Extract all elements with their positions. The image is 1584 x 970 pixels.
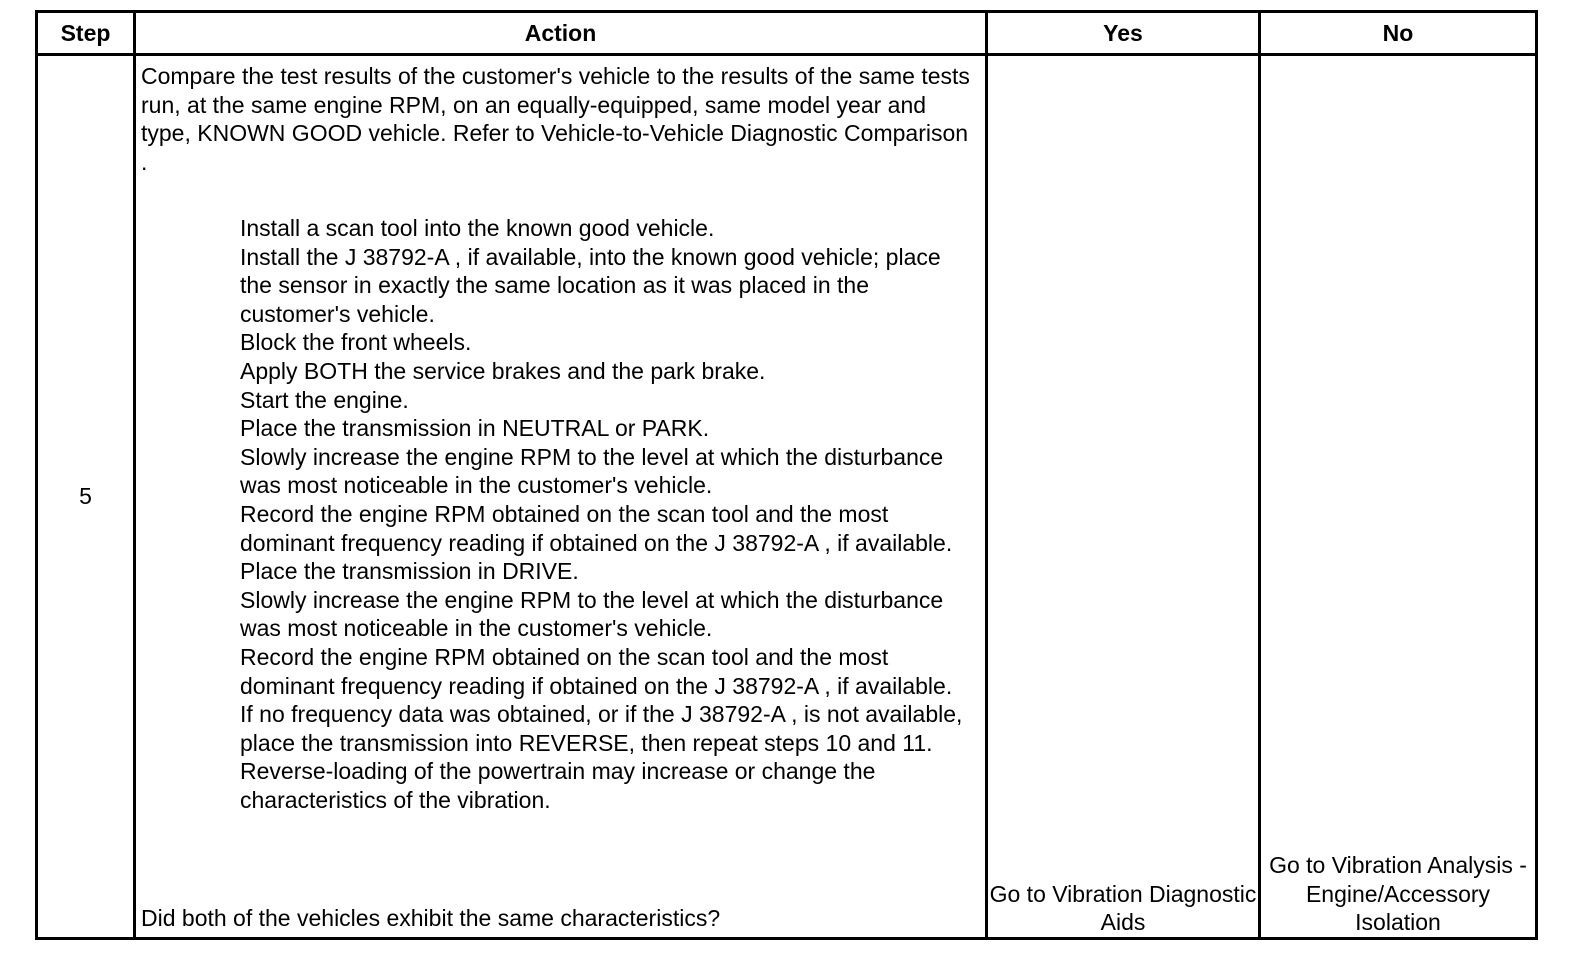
no-cell <box>1260 55 1537 939</box>
action-question: Did both of the vehicles exhibit the same characteristics? <box>141 905 721 932</box>
action-steps-list <box>240 214 979 814</box>
header-step: Step <box>37 12 135 55</box>
list-item: Record the engine RPM obtained on the scan tool and the most dominant frequency reading if obtained on the J 38792-A , if available. <box>240 500 953 556</box>
list-item: Install the J 38792-A , if available, into the known good vehicle; place the sensor in exactly the same location as it was placed in the customer's vehicle. <box>240 243 941 327</box>
list-item: Place the transmission in DRIVE. <box>240 558 579 585</box>
list-item: Place the transmission in NEUTRAL or PARK. <box>240 415 710 442</box>
list-item: Slowly increase the engine RPM to the level at which the disturbance was most noticeable in the customer's vehicle. <box>240 586 944 642</box>
list-item: Start the engine. <box>240 386 409 413</box>
yes-result-link[interactable]: Go to Vibration Diagnostic Aids <box>989 880 1257 936</box>
header-yes: Yes <box>987 12 1260 55</box>
action-intro: Compare the test results of the customer's vehicle to the results of the same tests run, at the same engine RPM, on an equally-equipped, same model year and type, KNOWN GOOD vehicle. Refer to Vehicle-to-Vehicle Diagnostic Comparison . <box>141 63 970 175</box>
list-item: Record the engine RPM obtained on the scan tool and the most dominant frequency reading if obtained on the J 38792-A , if available. <box>240 643 953 699</box>
header-action: Action <box>135 12 987 55</box>
no-result-link[interactable]: Go to Vibration Analysis - Engine/Accessory Isolation <box>1269 852 1527 936</box>
action-cell <box>135 55 987 939</box>
list-item: Apply BOTH the service brakes and the park brake. <box>240 357 766 384</box>
table-row <box>37 55 1537 939</box>
header-no: No <box>1260 12 1537 55</box>
yes-cell <box>987 55 1260 939</box>
step-number: 5 <box>37 55 135 939</box>
diagnostic-table <box>35 10 1538 940</box>
list-item: Block the front wheels. <box>240 329 472 356</box>
header-row <box>37 12 1537 55</box>
list-item: Install a scan tool into the known good vehicle. <box>240 215 715 241</box>
list-item: Slowly increase the engine RPM to the level at which the disturbance was most noticeable in the customer's vehicle. <box>240 443 944 499</box>
list-item: If no frequency data was obtained, or if the J 38792-A , is not available, place the transmission into REVERSE, then repeat steps 10 and 11. Reverse-loading of the powertrain may increase or change the characteristics of the vibration. <box>240 701 963 813</box>
